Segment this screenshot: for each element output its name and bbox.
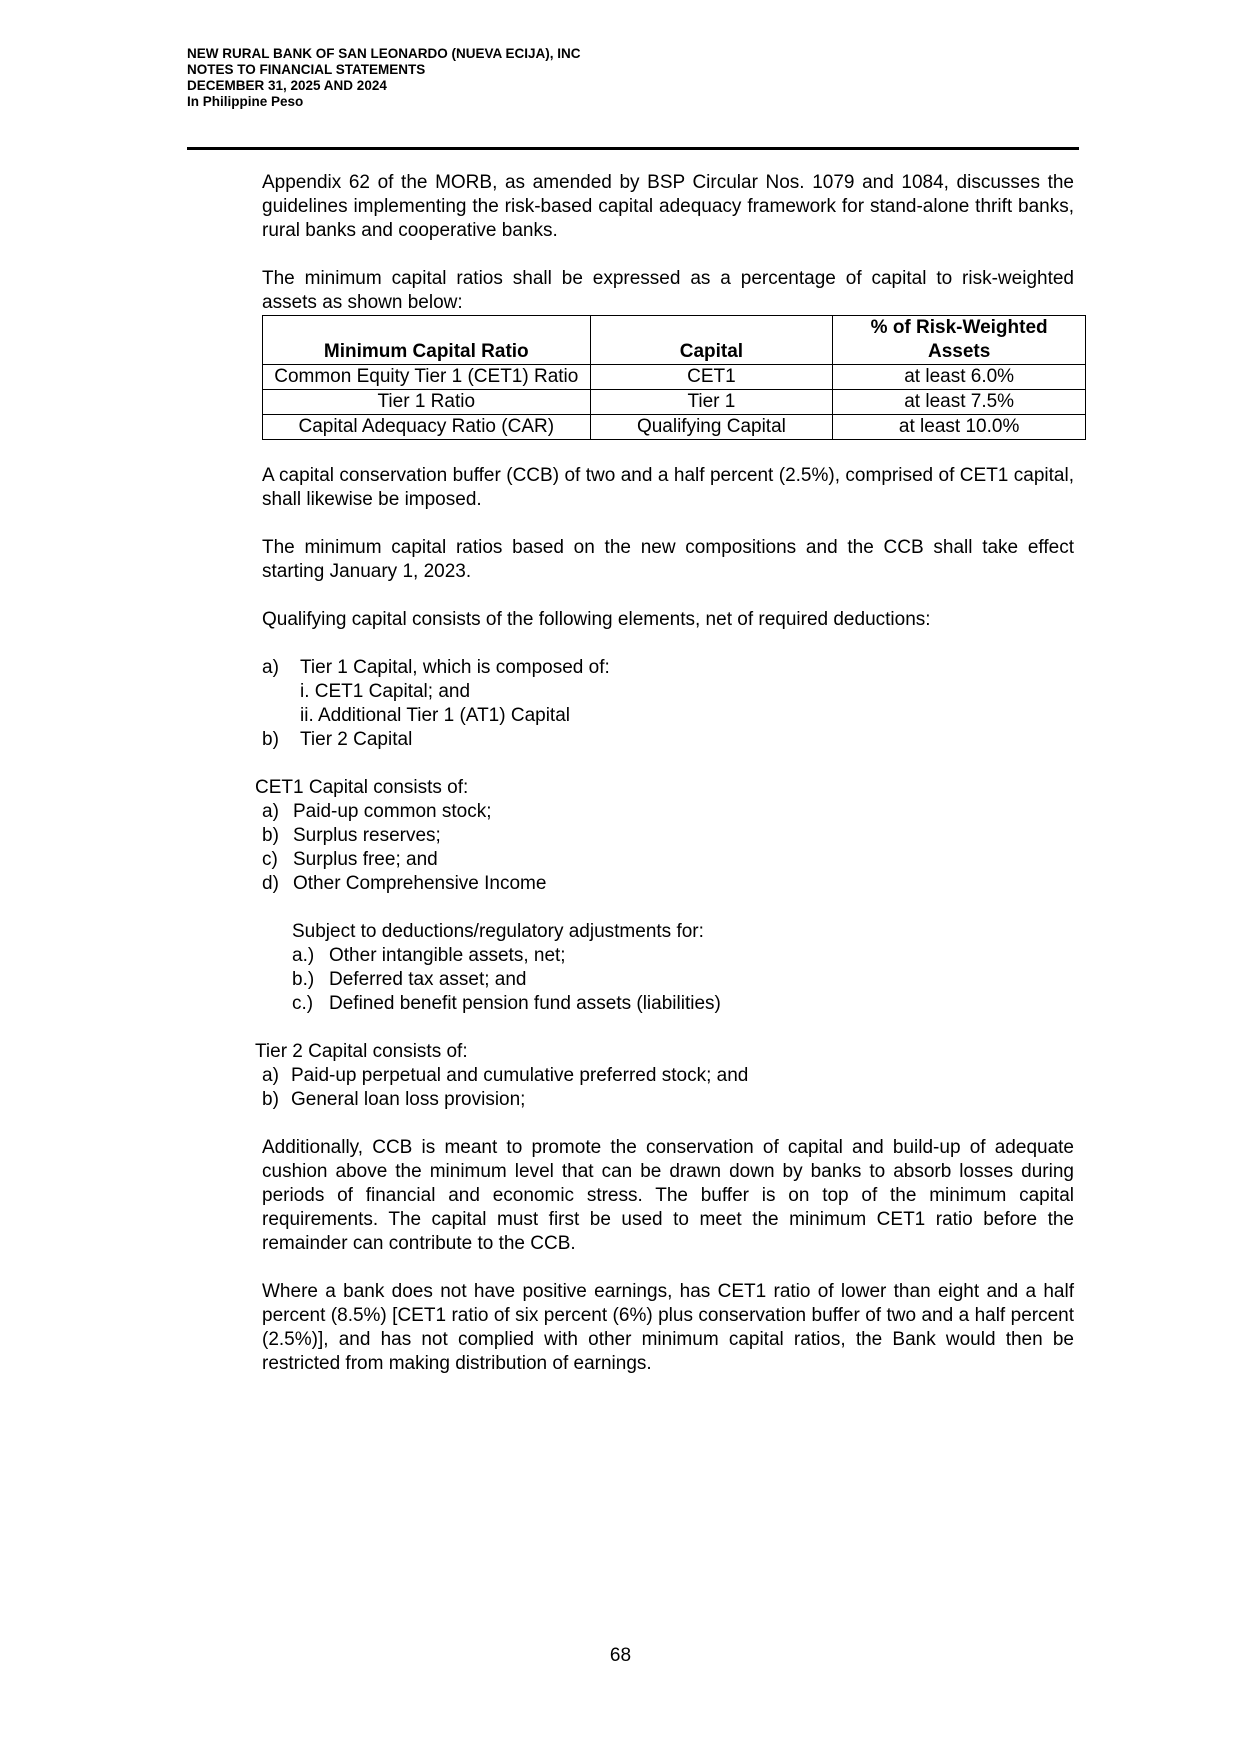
table-cell: Common Equity Tier 1 (CET1) Ratio <box>263 365 591 390</box>
page-number: 68 <box>609 1645 632 1666</box>
list-item <box>262 728 1074 752</box>
list-item: i. CET1 Capital; and <box>300 681 471 702</box>
list-label: a.) <box>292 945 315 966</box>
list-label: c.) <box>292 993 314 1014</box>
table-cell: Qualifying Capital <box>590 415 833 440</box>
list-text: Tier 1 Capital, which is composed of: <box>300 657 610 678</box>
capital-ratio-table <box>262 315 1086 440</box>
list-item <box>262 944 1074 968</box>
list-label: c) <box>262 849 278 870</box>
list-text: Paid-up common stock; <box>293 801 492 822</box>
list-label: b) <box>262 729 279 750</box>
ccb-paragraph: A capital conservation buffer (CCB) of two and a half percent (2.5%), comprised of CET1 capital, shall likewise be imposed. <box>262 465 1074 510</box>
list-label: b) <box>262 825 279 846</box>
list-text: Defined benefit pension fund assets (liabilities) <box>329 993 721 1014</box>
statement-date: DECEMBER 31, 2025 AND 2024 <box>187 78 387 93</box>
list-text: Surplus free; and <box>293 849 438 870</box>
list-label: a) <box>262 801 279 822</box>
table-cell: at least 6.0% <box>833 365 1086 390</box>
list-text: Tier 2 Capital <box>300 729 413 750</box>
effectivity-paragraph: The minimum capital ratios based on the new compositions and the CCB shall take effect starting January 1, 2023. <box>262 537 1074 582</box>
table-header-row <box>263 316 1086 365</box>
table-intro-paragraph: The minimum capital ratios shall be expressed as a percentage of capital to risk-weighted assets as shown below: <box>262 268 1074 313</box>
list-item <box>262 800 1074 824</box>
list-text: General loan loss provision; <box>291 1089 526 1110</box>
header-divider <box>187 147 1079 150</box>
cet1-intro: CET1 Capital consists of: <box>255 777 469 798</box>
table-cell: at least 7.5% <box>833 390 1086 415</box>
list-text: Deferred tax asset; and <box>329 969 527 990</box>
table-cell: Tier 1 <box>590 390 833 415</box>
table-cell: Tier 1 Ratio <box>263 390 591 415</box>
tier2-intro: Tier 2 Capital consists of: <box>255 1041 468 1062</box>
statement-title: NOTES TO FINANCIAL STATEMENTS <box>187 62 426 77</box>
table-cell: Capital Adequacy Ratio (CAR) <box>263 415 591 440</box>
table-cell: CET1 <box>590 365 833 390</box>
list-item <box>262 968 1074 992</box>
list-text: Other Comprehensive Income <box>293 873 547 894</box>
list-label: d) <box>262 873 279 894</box>
list-label: a) <box>262 657 279 678</box>
list-text: Paid-up perpetual and cumulative preferred stock; and <box>291 1065 749 1086</box>
table-header-cell: Minimum Capital Ratio <box>263 316 591 365</box>
list-item: ii. Additional Tier 1 (AT1) Capital <box>300 705 570 726</box>
document-body <box>255 171 1074 1376</box>
list-label: a) <box>262 1065 279 1086</box>
list-item <box>262 848 1074 872</box>
intro-paragraph: Appendix 62 of the MORB, as amended by BSP Circular Nos. 1079 and 1084, discusses the guidelines implementing the risk-based capital adequacy framework for stand-alone thrift banks, rural banks and cooperative banks. <box>262 172 1074 241</box>
distribution-restriction-paragraph: Where a bank does not have positive earnings, has CET1 ratio of lower than eight and a half percent (8.5%) [CET1 ratio of six percent (6%) plus conservation buffer of two and a half percent (2.5%)], and has not complied with other minimum capital ratios, the Bank would then be restricted from making distribution of earnings. <box>262 1281 1074 1374</box>
table-header-cell: % of Risk-Weighted Assets <box>833 316 1086 365</box>
list-label: b.) <box>292 969 315 990</box>
currency-note: In Philippine Peso <box>187 94 304 109</box>
deductions-intro: Subject to deductions/regulatory adjustments for: <box>292 921 704 942</box>
list-label: b) <box>262 1089 279 1110</box>
table-row <box>263 390 1086 415</box>
list-item <box>262 656 1074 680</box>
list-item <box>262 992 1074 1016</box>
document-header <box>187 46 1087 110</box>
bank-name: NEW RURAL BANK OF SAN LEONARDO (NUEVA ECIJA), INC <box>187 46 581 61</box>
table-row <box>263 415 1086 440</box>
list-item <box>262 872 1074 896</box>
table-row <box>263 365 1086 390</box>
list-text: Other intangible assets, net; <box>329 945 566 966</box>
list-item <box>262 1088 1074 1112</box>
qualifying-capital-intro: Qualifying capital consists of the following elements, net of required deductions: <box>262 609 931 630</box>
ccb-purpose-paragraph: Additionally, CCB is meant to promote the conservation of capital and build-up of adequate cushion above the minimum level that can be drawn down by banks to absorb losses during periods of financial and economic stress. The buffer is on top of the minimum capital requirements. The capital must first be used to meet the minimum CET1 ratio before the remainder can contribute to the CCB. <box>262 1137 1074 1254</box>
list-item <box>262 824 1074 848</box>
table-cell: at least 10.0% <box>833 415 1086 440</box>
list-item <box>262 1064 1074 1088</box>
list-text: Surplus reserves; <box>293 825 441 846</box>
table-header-cell: Capital <box>590 316 833 365</box>
